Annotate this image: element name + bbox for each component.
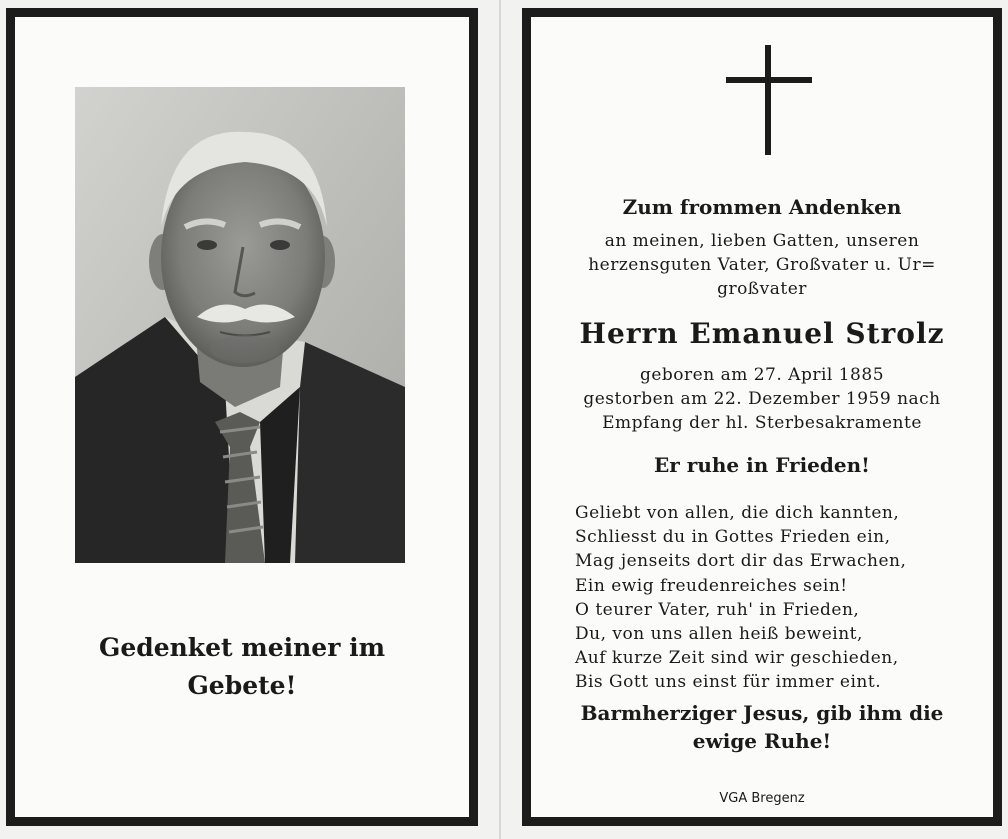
intro-line: an meinen, lieben Gatten, unseren (604, 231, 920, 251)
dates-line: gestorben am 22. Dezember 1959 nach (583, 389, 941, 409)
poem-line: Auf kurze Zeit sind wir geschieden, (575, 648, 899, 669)
intro-line: herzensguten Vater, Großvater u. Ur= (588, 255, 936, 275)
card-fold-line (499, 0, 501, 839)
portrait-illustration (75, 87, 405, 563)
card-heading: Zum frommen Andenken (622, 195, 902, 219)
poem-line: Schliesst du in Gottes Frieden ein, (575, 527, 891, 548)
portrait-photo (75, 87, 405, 563)
poem-line: Geliebt von allen, die dich kannten, (575, 503, 900, 523)
memorial-poem (575, 501, 906, 695)
prayer-line: Barmherziger Jesus, gib ihm die (580, 701, 944, 725)
memorial-card-left (6, 8, 478, 826)
poem-line: Du, von uns allen heiß beweint, (575, 624, 863, 645)
poem-line: Bis Gott uns einst für immer eint. (575, 672, 882, 693)
intro-line: großvater (717, 279, 807, 299)
verse-line: Gedenket meiner im (98, 633, 386, 662)
memorial-card-right (522, 8, 1002, 826)
prayer-line: ewige Ruhe! (692, 729, 832, 753)
dates-line: Empfang der hl. Sterbesakramente (602, 413, 922, 433)
prayer-request-verse (15, 629, 469, 705)
poem-line: O teurer Vater, ruh' in Frieden, (575, 599, 860, 620)
printer-imprint: VGA Bregenz (719, 791, 805, 806)
verse-line: Gebete! (187, 671, 297, 700)
cross-icon (726, 45, 812, 155)
rest-in-peace-line: Er ruhe in Frieden! (654, 453, 870, 477)
dates-line: geboren am 27. April 1885 (639, 365, 885, 385)
poem-line: Mag jenseits dort dir das Erwachen, (575, 551, 907, 572)
poem-line: Ein ewig freudenreiches sein! (575, 575, 848, 596)
deceased-name: Herrn Emanuel Strolz (579, 317, 945, 350)
